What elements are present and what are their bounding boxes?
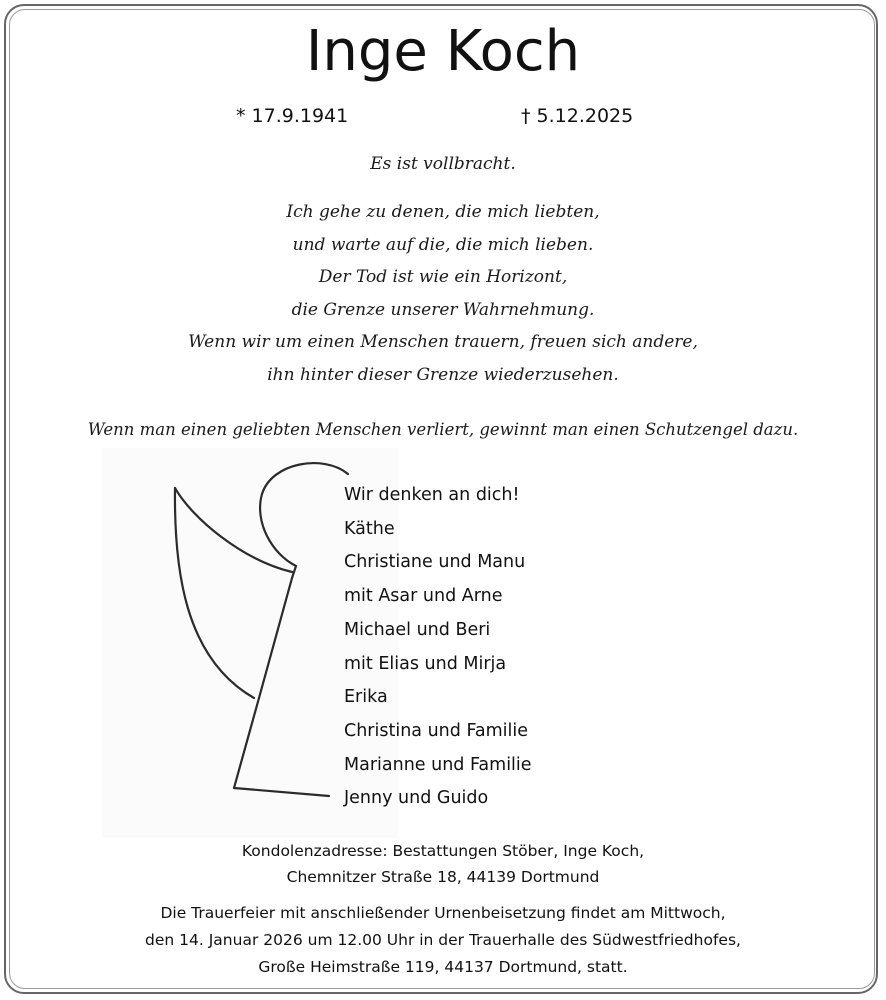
mourner-name: Christina und Familie: [344, 720, 529, 741]
mourners-heading: Wir denken an dich!: [344, 485, 520, 505]
mourner-name: Erika: [344, 687, 388, 708]
ceremony-line: Die Trauerfeier mit anschließender Urnenbeisetzung findet am Mittwoch,: [160, 904, 726, 922]
guardian-angel-quote: Wenn man einen geliebten Menschen verliert, gewinnt man einen Schutzengel dazu.: [87, 420, 799, 439]
poem-line: und warte auf die, die mich lieben.: [292, 234, 594, 255]
mourner-name: Marianne und Familie: [344, 754, 532, 775]
condolence-line: Chemnitzer Straße 18, 44139 Dortmund: [286, 868, 600, 886]
poem-line: ihn hinter dieser Grenze wiederzusehen.: [267, 364, 619, 385]
mourner-name: Michael und Beri: [344, 619, 491, 640]
mourner-name: Christiane und Manu: [344, 552, 526, 573]
mourner-name: Jenny und Guido: [344, 788, 489, 809]
condolence-line: Kondolenzadresse: Bestattungen Stöber, Inge Koch,: [241, 842, 645, 860]
ceremony-line: den 14. Januar 2026 um 12.00 Uhr in der Trauerhalle des Südwestfriedhofes,: [145, 931, 741, 949]
poem-line: Ich gehe zu denen, die mich liebten,: [286, 202, 600, 222]
deceased-name: Inge Koch: [305, 19, 581, 84]
poem-opening-line: Es ist vollbracht.: [370, 154, 516, 174]
poem-line: Der Tod ist wie ein Horizont,: [318, 267, 568, 288]
mourners-list: [344, 479, 532, 816]
poem-line: die Grenze unserer Wahrnehmung.: [291, 299, 595, 320]
ceremony-line: Große Heimstraße 119, 44137 Dortmund, statt.: [258, 958, 628, 976]
condolence-address: [0, 838, 886, 890]
poem: [0, 196, 886, 392]
funeral-ceremony-info: [0, 900, 886, 981]
poem-line: Wenn wir um einen Menschen trauern, freuen sich andere,: [188, 332, 698, 353]
death-date: † 5.12.2025: [521, 105, 634, 127]
mourner-name: mit Asar und Arne: [344, 586, 503, 607]
birth-date: * 17.9.1941: [236, 105, 349, 127]
mourner-name: mit Elias und Mirja: [344, 653, 507, 674]
mourner-name: Käthe: [344, 518, 395, 539]
